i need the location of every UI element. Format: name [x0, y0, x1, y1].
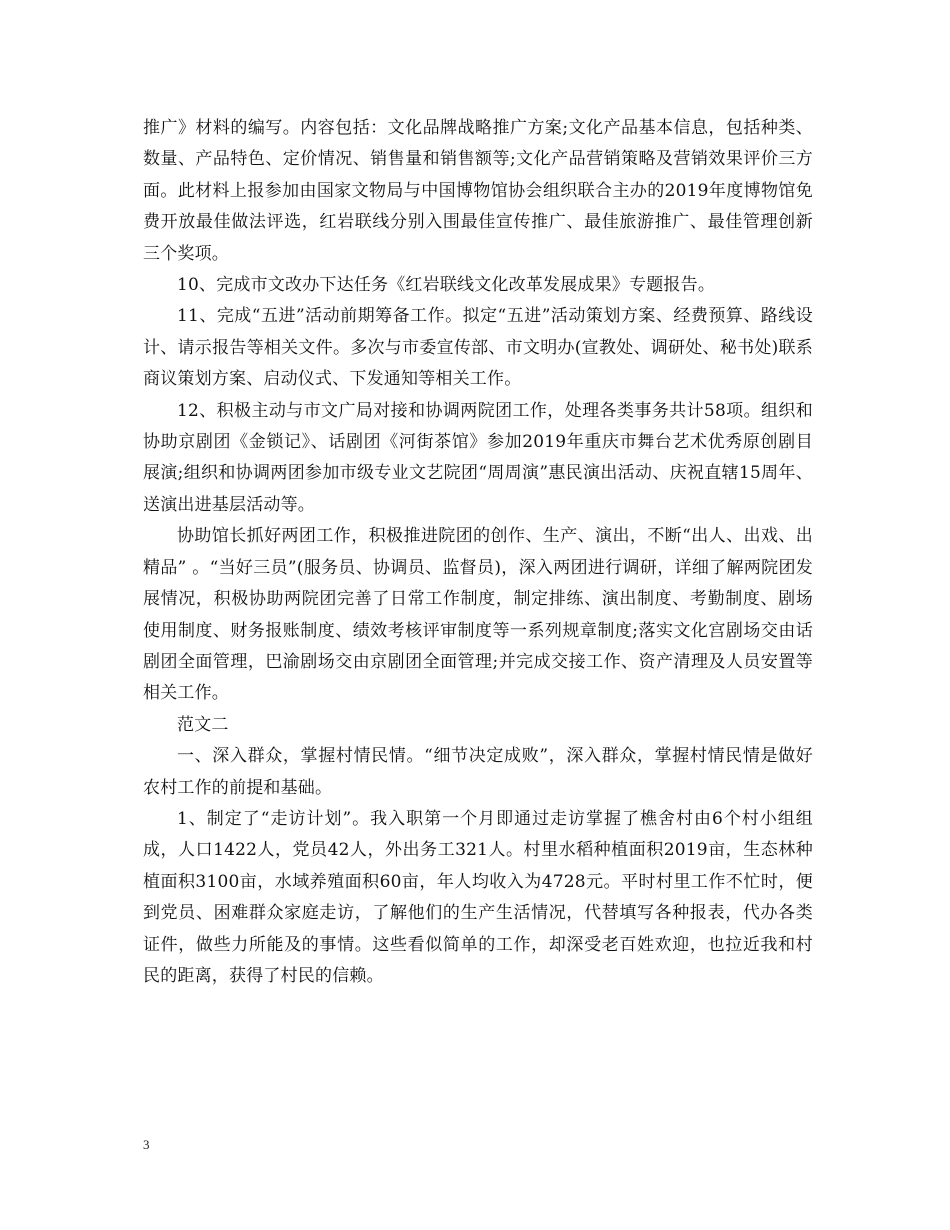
paragraph-4: 12、积极主动与市文广局对接和协调两院团工作，处理各类事务共计58项。组织和协助京剧团《金锁记》、话剧团《河街茶馆》参加2019年重庆市舞台艺术优秀原创剧目展演;组织和协调两团参加市级专业文艺院团“周周演”惠民演出活动、庆祝直辖15周年、送演出进基层活动等。: [143, 400, 813, 515]
paragraph-3: 11、完成“五进”活动前期筹备工作。拟定“五进”活动策划方案、经费预算、路线设计、请示报告等相关文件。多次与市委宣传部、市文明办(宣教处、调研处、秘书处)联系商议策划方案、启动仪式、下发通知等相关工作。: [143, 306, 813, 390]
document-body: [143, 113, 813, 992]
paragraph-5: 协助馆长抓好两团工作，积极推进院团的创作、生产、演出，不断“出人、出戏、出精品” 。“当好三员”(服务员、协调员、监督员)，深入两团进行调研，详细了解两院团发展情况，积极协助两院团完善了日常工作制度，制定排练、演出制度、考勤制度、剧场使用制度、财务报账制度、绩效考核评审制度等一系列规章制度;落实文化宫剧场交由话剧团全面管理，巴渝剧场交由京剧团全面管理;并完成交接工作、资产清理及人员安置等相关工作。: [143, 526, 813, 704]
page-number: 3: [143, 1137, 150, 1152]
paragraph-1: 推广》材料的编写。内容包括：文化品牌战略推广方案;文化产品基本信息，包括种类、数量、产品特色、定价情况、销售量和销售额等;文化产品营销策略及营销效果评价三方面。此材料上报参加由国家文物局与中国博物馆协会组织联合主办的2019年度博物馆免费开放最佳做法评选，红岩联线分别入围最佳宣传推广、最佳旅游推广、最佳管理创新三个奖项。: [143, 118, 813, 264]
paragraph-7: 一、深入群众，掌握村情民情。“细节决定成败”，深入群众，掌握村情民情是做好农村工作的前提和基础。: [143, 746, 813, 798]
paragraph-8: 1、制定了“走访计划”。我入职第一个月即通过走访掌握了樵舍村由6个村小组组成，人口1422人，党员42人，外出务工321人。村里水稻种植面积2019亩，生态林种植面积3100亩，水域养殖面积60亩，年人均收入为4728元。平时村里工作不忙时，便到党员、困难群众家庭走访，了解他们的生产生活情况，代替填写各种报表，代办各类证件，做些力所能及的事情。这些看似简单的工作，却深受老百姓欢迎，也拉近我和村民的距离，获得了村民的信赖。: [143, 808, 813, 986]
paragraph-2: 10、完成市文改办下达任务《红岩联线文化改革发展成果》专题报告。: [177, 275, 716, 296]
section-heading-sample-2: 范文二: [177, 714, 229, 735]
